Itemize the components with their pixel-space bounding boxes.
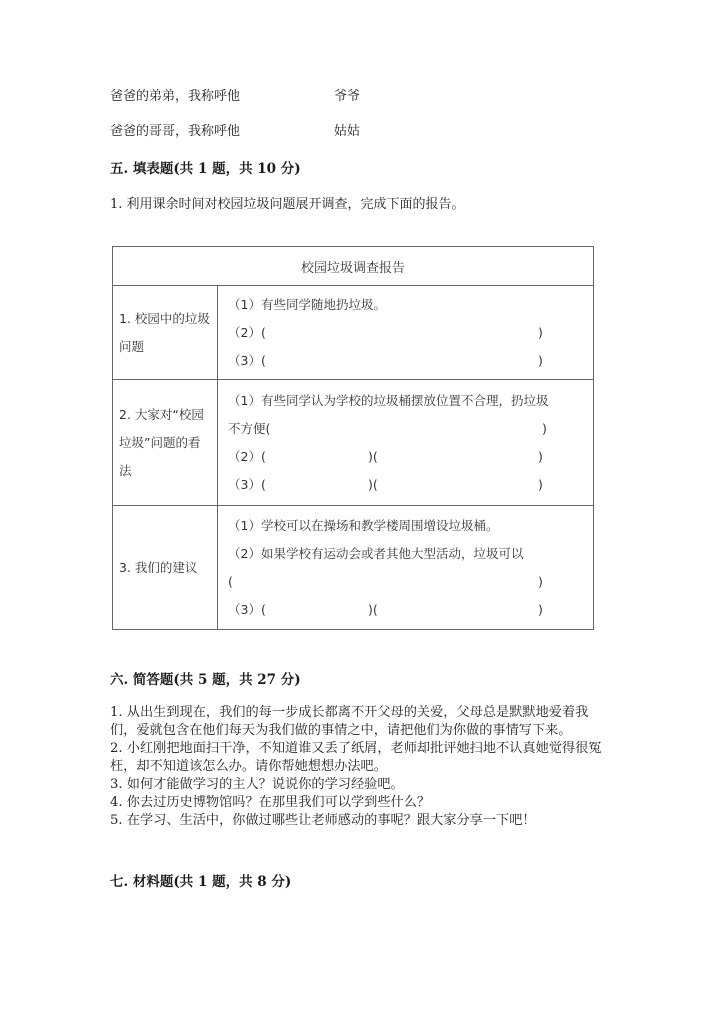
row-content-problems <box>218 286 594 380</box>
blank-line[interactable]: （2）( ) <box>228 324 543 340</box>
section-6-heading: 六. 简答题(共 5 题，共 27 分) <box>110 672 301 688</box>
section-6-questions <box>110 704 610 830</box>
section-7-heading: 七. 材料题(共 1 题，共 8 分) <box>110 874 292 890</box>
row-content-suggestions <box>218 506 594 630</box>
content-line: （1）学校可以在操场和教学楼周围增设垃圾桶。 <box>228 517 499 533</box>
blank-line[interactable]: （3）( )( ) <box>228 601 543 617</box>
blank-line[interactable]: （3）( )( ) <box>228 476 543 492</box>
row-label-suggestions: 3. 我们的建议 <box>113 506 218 630</box>
section-5-question: 1. 利用课余时间对校园垃圾问题展开调查，完成下面的报告。 <box>110 197 465 212</box>
relation-left-2: 爸爸的哥哥，我称呼他 <box>110 124 241 139</box>
row-label-problems: 1. 校园中的垃圾问题 <box>113 286 218 380</box>
blank-line[interactable]: （2）( )( ) <box>228 448 543 464</box>
row-content-opinions <box>218 380 594 506</box>
section-5-heading: 五. 填表题(共 1 题，共 10 分) <box>110 161 301 177</box>
content-line: （1）有些同学随地扔垃圾。 <box>228 296 386 312</box>
short-answer-question-3: 3. 如何才能做学习的主人？说说你的学习经验吧。 <box>110 777 404 792</box>
survey-report-table <box>112 246 594 630</box>
short-answer-question-5: 5. 在学习、生活中，你做过哪些让老师感动的事呢？跟大家分享一下吧！ <box>110 813 536 828</box>
short-answer-question-2: 2. 小红刚把地面扫干净，不知道谁又丢了纸屑，老师却批评她扫地不认真她觉得很冤枉，却不知道该怎么办。请你帮她想想办法吧。 <box>110 741 602 774</box>
row-label-opinions: 2. 大家对“校园垃圾”问题的看法 <box>113 380 218 506</box>
blank-line[interactable]: （3）( ) <box>228 352 543 368</box>
content-line: （2）如果学校有运动会或者其他大型活动，垃圾可以 <box>228 545 524 561</box>
relation-left-1: 爸爸的弟弟，我称呼他 <box>110 89 241 104</box>
blank-line[interactable]: 不方便( ) <box>228 420 547 436</box>
relation-right-2: 姑姑 <box>334 124 361 139</box>
short-answer-question-1: 1. 从出生到现在，我们的每一步成长都离不开父母的关爱，父母总是默默地爱着我们，爱就包含在他们每天为我们做的事情之中，请把他们为你做的事情写下来。 <box>110 705 589 738</box>
table-title: 校园垃圾调查报告 <box>113 247 594 286</box>
content-line: （1）有些同学认为学校的垃圾桶摆放位置不合理，扔垃圾 <box>228 392 549 408</box>
blank-line[interactable]: ( ) <box>228 573 543 589</box>
short-answer-question-4: 4. 你去过历史博物馆吗？在那里我们可以学到些什么？ <box>110 795 431 810</box>
relation-right-1: 爷爷 <box>334 89 361 104</box>
